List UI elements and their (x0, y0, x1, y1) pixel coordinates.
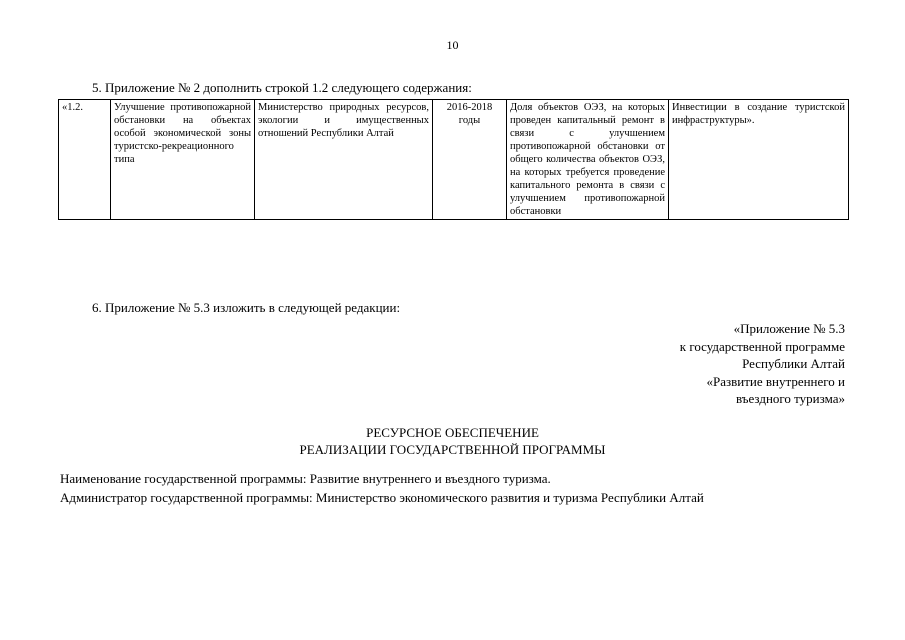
measure-cell: Улучшение противопожарной обстановки на объектах особой экономической зоны туристско-рекреационного типа (111, 100, 255, 220)
heading-line: РЕСУРСНОЕ ОБЕСПЕЧЕНИЕ (366, 425, 539, 440)
program-administrator-line: Администратор государственной программы: Министерство экономического развития и туризма Республики Алтай (60, 490, 704, 505)
item-5-text: 5. Приложение № 2 дополнить строкой 1.2 следующего содержания: (92, 80, 472, 95)
item-6-text: 6. Приложение № 5.3 изложить в следующей редакции: (92, 300, 401, 315)
table-row (59, 100, 849, 220)
appendix-line: к государственной программе (679, 338, 845, 354)
executor-cell: Министерство природных ресурсов, экологии и имущественных отношений Республики Алтай (255, 100, 433, 220)
page-number: 10 (446, 38, 459, 52)
result-cell: Инвестиции в создание туристской инфраструктуры». (669, 100, 849, 220)
period-cell: 2016-2018 годы (433, 100, 507, 220)
row-number-cell: «1.2. (59, 100, 111, 220)
program-name-line: Наименование государственной программы: Развитие внутреннего и въездного туризма. (60, 471, 551, 486)
heading-line: РЕАЛИЗАЦИИ ГОСУДАРСТВЕННОЙ ПРОГРАММЫ (299, 442, 606, 457)
section-heading (0, 424, 905, 458)
indicator-cell: Доля объектов ОЭЗ, на которых проведен капитальный ремонт в связи с улучшением противопожарной обстановки от общего количества объектов ОЭЗ, на которых требуется проведение капитального ремонта в связи с улучшением противопожарной обстановки (507, 100, 669, 220)
appendix-line: «Приложение № 5.3 (733, 321, 845, 336)
appendix-line: «Развитие внутреннего и (706, 373, 845, 389)
program-table-row (58, 99, 849, 220)
appendix-line: Республики Алтай (742, 356, 845, 371)
appendix-caption (680, 320, 845, 408)
appendix-line: въездного туризма» (735, 391, 845, 406)
